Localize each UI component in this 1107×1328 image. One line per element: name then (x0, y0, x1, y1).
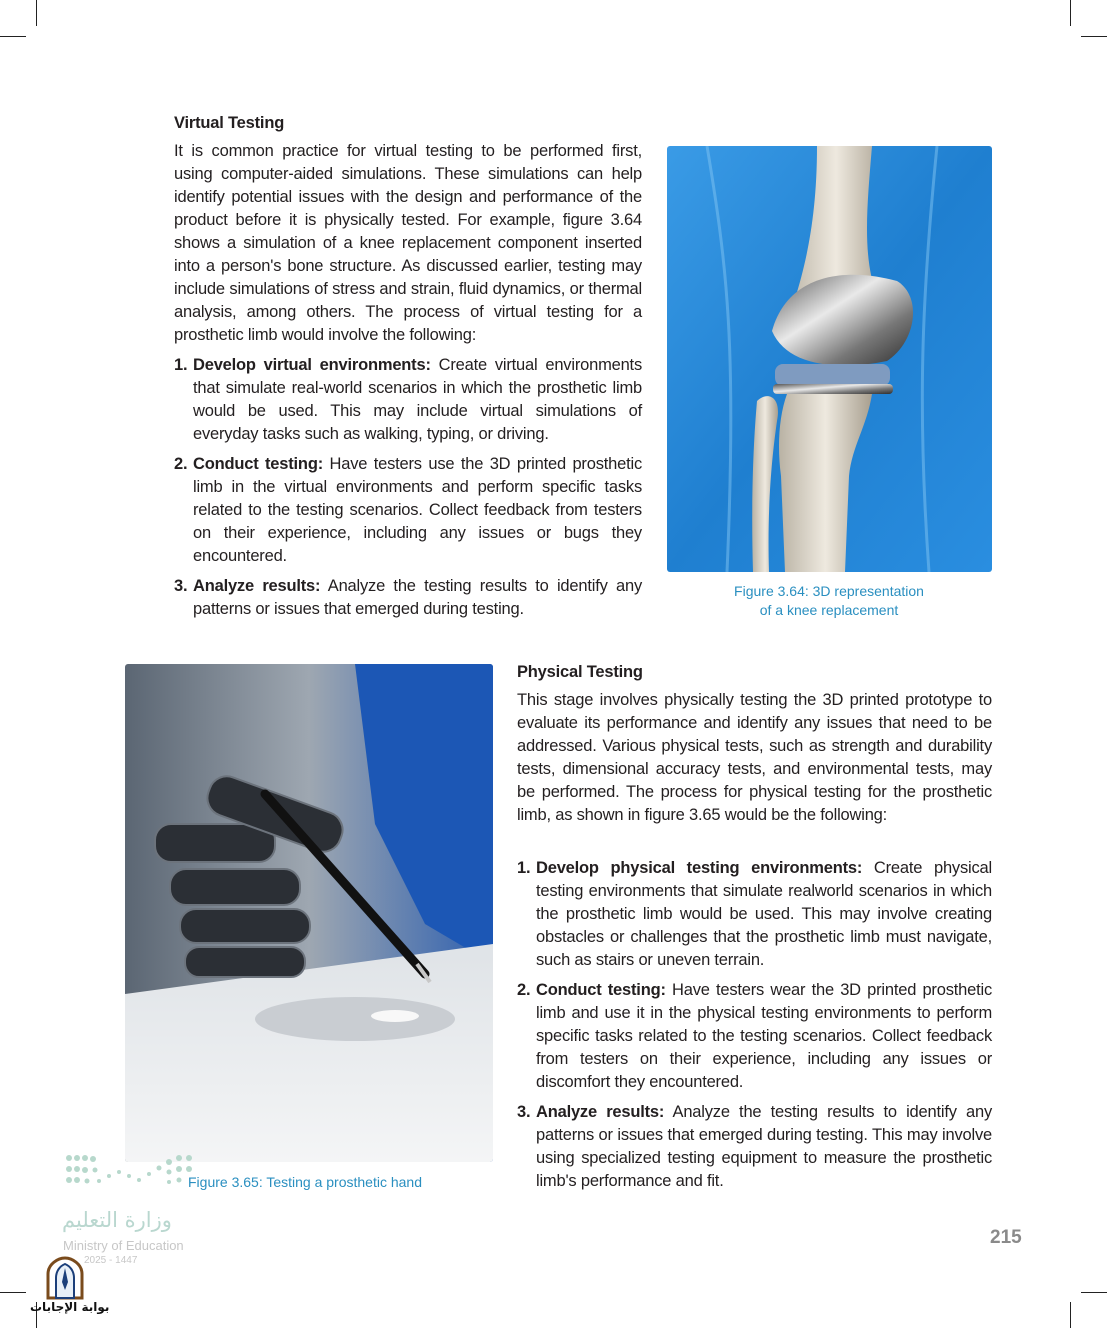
figure-365-caption: Figure 3.65: Testing a prosthetic hand (188, 1174, 423, 1190)
crop-mark (1070, 1302, 1071, 1328)
list-item: 3. Analyze results: Analyze the testing results to identify any patterns or issues that emerged during testing. (174, 577, 642, 618)
page-number: 215 (990, 1227, 1022, 1248)
virtual-testing-intro: It is common practice for virtual testing to be performed first, using computer-aided simulations. These simulations can help identify potential issues with the design and performance of the product before it is physically tested. For example, figure 3.64 shows a simulation of a knee replacement component inserted into a person's bone structure. As discussed earlier, testing may include simulations of stress and strain, fluid dynamics, or thermal analysis, among others. The process of virtual testing for a prosthetic limb would involve the following: (174, 142, 642, 344)
physical-testing-steps (517, 857, 992, 1200)
caption-line: of a knee replacement (759, 602, 899, 618)
ministry-dots-logo (64, 1152, 199, 1197)
list-item: 1. Develop virtual environments: Create virtual environments that simulate real-world scenarios in which the prosthetic limb would be used. This may include virtual simulations of everyday tasks such as walking, typing, or driving. (174, 356, 642, 443)
prosthetic-hand-image (125, 664, 493, 1162)
crop-mark (1081, 36, 1107, 37)
crop-mark (0, 1292, 26, 1293)
ministry-logo-english: Ministry of Education (63, 1238, 184, 1253)
caption-line: Figure 3.64: 3D representation (734, 583, 924, 599)
list-item: 2. Conduct testing: Have testers wear the 3D printed prosthetic limb and use it in the physical testing environments to perform specific tasks related to the testing scenarios. Collect feedback from testers on their experience, including any issues or discomfort they encountered. (517, 981, 992, 1091)
ministry-logo-arabic: وزارة التعليم (62, 1208, 172, 1232)
physical-testing-intro: This stage involves physically testing the 3D printed prototype to evaluate its performance and identify any issues that need to be addressed. Various physical tests, such as strength and durability tests, dimensional accuracy tests, and environmental tests, may be performed. The process for physical testing for the prosthetic limb, as shown in figure 3.65 would be the following: (517, 691, 992, 824)
crop-mark (1081, 1292, 1107, 1293)
crop-mark (0, 36, 26, 37)
crop-mark (36, 0, 37, 26)
portal-logo-text: بوابة الإجابات (30, 1300, 110, 1314)
virtual-testing-heading: Virtual Testing (174, 114, 285, 132)
knee-replacement-image (667, 146, 992, 572)
virtual-testing-steps (174, 354, 642, 628)
list-item: 3. Analyze results: Analyze the testing results to identify any patterns or issues that emerged during testing. This may involve using specialized testing equipment to measure the prosthetic limb's performance and fit. (517, 1103, 992, 1190)
portal-logo-icon (44, 1256, 86, 1305)
list-item: 2. Conduct testing: Have testers use the 3D printed prosthetic limb in the virtual environments and perform specific tasks related to the testing scenarios. Collect feedback from testers on their experience, including any issues or bugs they encountered. (174, 455, 642, 565)
crop-mark (1070, 0, 1071, 26)
list-item: 1. Develop physical testing environments: Create physical testing environments that simulate realworld scenarios in which the prosthetic limb would be used. This may involve creating obstacles or challenges that the prosthetic limb must navigate, such as stairs or uneven terrain. (517, 859, 992, 969)
figure-364-caption (700, 582, 958, 620)
physical-testing-heading: Physical Testing (517, 663, 643, 681)
ministry-logo-year: 2025 - 1447 (84, 1255, 138, 1266)
